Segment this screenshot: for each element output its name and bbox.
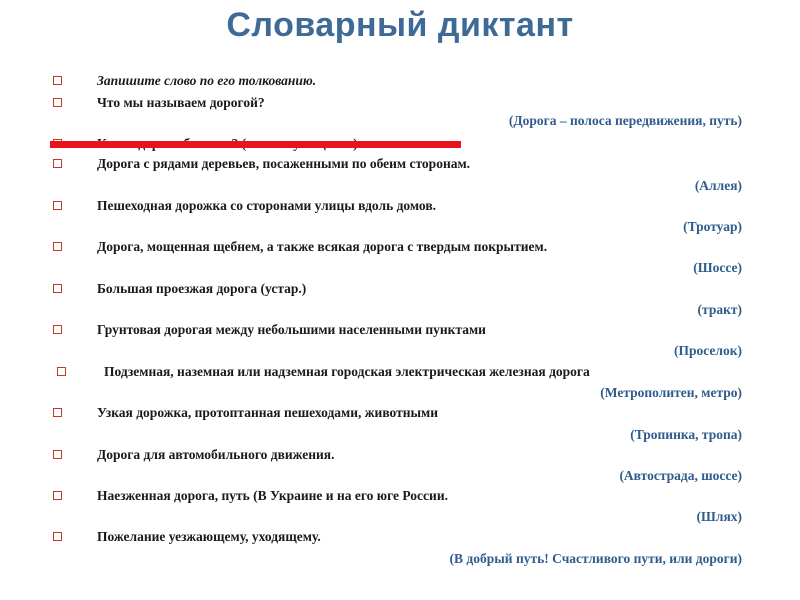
hollow-square-bullet-icon bbox=[53, 491, 62, 500]
slide-title: Словарный диктант bbox=[226, 6, 574, 44]
list-item bbox=[0, 197, 800, 217]
hollow-square-bullet-icon bbox=[53, 159, 62, 168]
hollow-square-bullet-icon bbox=[53, 201, 62, 210]
question-text: Дорога, мощенная щебнем, а также всякая дорога с твердым покрытием. bbox=[97, 239, 548, 254]
hollow-square-bullet-icon bbox=[57, 367, 66, 376]
answer-text: (Проселок) bbox=[673, 343, 742, 358]
answer-text: (В добрый путь! Счастливого пути, или дороги) bbox=[449, 551, 742, 566]
instruction-row bbox=[0, 72, 800, 92]
hollow-square-bullet-icon bbox=[53, 532, 62, 541]
list-item bbox=[0, 363, 800, 383]
hollow-square-bullet-icon bbox=[53, 284, 62, 293]
answer-text: (Дорога – полоса передвижения, путь) bbox=[508, 113, 742, 128]
answer-text: (Тротуар) bbox=[683, 219, 742, 234]
question-text: Дорога с рядами деревьев, посаженными по обеим сторонам. bbox=[97, 156, 471, 171]
list-item bbox=[0, 487, 800, 507]
list-item bbox=[0, 446, 800, 466]
list-item bbox=[0, 404, 800, 424]
question-text: Подземная, наземная или надземная городская электрическая железная дорога bbox=[104, 364, 590, 379]
hollow-square-bullet-icon bbox=[53, 325, 62, 334]
answer-text: (тракт) bbox=[697, 302, 742, 317]
answer-text: (Аллея) bbox=[694, 178, 742, 193]
question-text: Наезженная дорога, путь (В Украине и на его юге России. bbox=[97, 488, 448, 503]
answer-text: (Тропинка, тропа) bbox=[630, 427, 742, 442]
question-text: Пожелание уезжающему, уходящему. bbox=[97, 529, 321, 544]
hollow-square-bullet-icon bbox=[53, 242, 62, 251]
question-text: Дорога для автомобильного движения. bbox=[97, 447, 335, 462]
hollow-square-bullet-icon bbox=[53, 98, 62, 107]
instruction-text: Запишите слово по его толкованию. bbox=[97, 73, 317, 88]
list-item bbox=[0, 94, 800, 114]
list-item bbox=[0, 321, 800, 341]
hollow-square-bullet-icon bbox=[53, 76, 62, 85]
answer-text: (Шоссе) bbox=[693, 260, 742, 275]
question-text: Узкая дорожка, протоптанная пешеходами, животными bbox=[97, 405, 439, 420]
list-item bbox=[0, 280, 800, 300]
hollow-square-bullet-icon bbox=[53, 450, 62, 459]
list-item bbox=[0, 528, 800, 548]
answer-text: (Шлях) bbox=[696, 509, 742, 524]
list-item bbox=[0, 238, 800, 258]
strikethrough-bar bbox=[50, 141, 461, 148]
answer-text: (Метрополитен, метро) bbox=[600, 385, 742, 400]
question-text: Пешеходная дорожка со сторонами улицы вдоль домов. bbox=[97, 198, 437, 213]
answer-text: (Автострада, шоссе) bbox=[619, 468, 742, 483]
question-text: Большая проезжая дорога (устар.) bbox=[97, 281, 307, 296]
list-item bbox=[0, 155, 800, 175]
hollow-square-bullet-icon bbox=[53, 408, 62, 417]
question-text: Грунтовая дорогая между небольшими населенными пунктами bbox=[97, 322, 486, 337]
question-text: Что мы называем дорогой? bbox=[97, 95, 265, 110]
